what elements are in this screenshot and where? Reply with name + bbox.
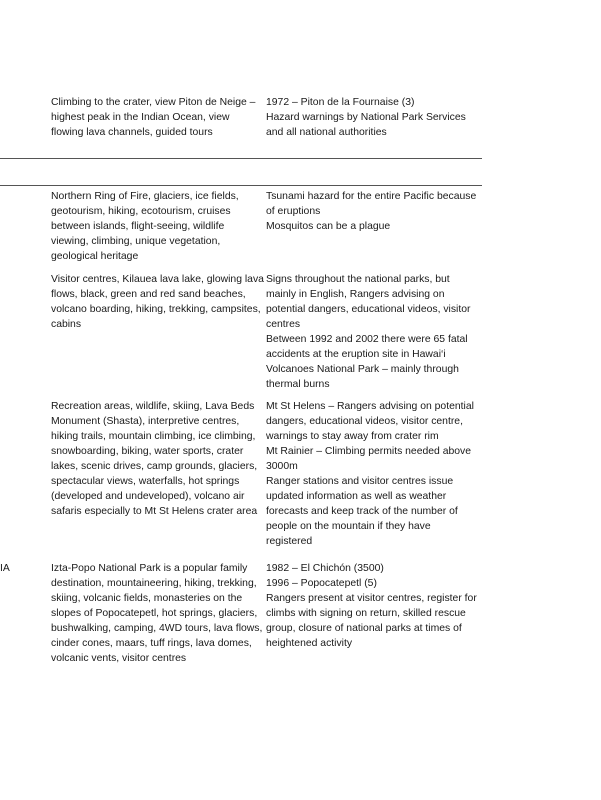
text-line: Northern Ring of Fire, glaciers, ice fields, — [51, 191, 239, 202]
activities-cell-row-4 — [51, 399, 264, 519]
text-line: snowboarding, biking, water sports, crater — [51, 446, 244, 457]
text-line: Volcanoes National Park – mainly through — [266, 364, 459, 375]
text-line: group, closure of national parks at times of — [266, 623, 462, 634]
text-line: heightened activity — [266, 638, 353, 649]
hazards-cell-row-3 — [266, 272, 482, 392]
text-line: spectacular views, waterfalls, hot springs — [51, 476, 240, 487]
text-line: and all national authorities — [266, 127, 387, 138]
activities-cell-row-3 — [51, 272, 264, 332]
text-line: geotourism, hiking, ecotourism, cruises — [51, 206, 231, 217]
hazards-cell-row-1 — [266, 95, 482, 140]
table-rule — [0, 185, 482, 186]
text-line: dangers, educational videos, visitor centre, — [266, 416, 463, 427]
text-line: 3000m — [266, 461, 298, 472]
text-line: viewing, climbing, unique vegetation, — [51, 236, 221, 247]
text-line: destination, mountaineering, hiking, trekking, — [51, 578, 257, 589]
text-line: 1972 – Piton de la Fournaise (3) — [266, 97, 415, 108]
text-line: people on the mountain if they have — [266, 521, 431, 532]
row-stub-label: IA — [0, 563, 10, 574]
text-line: centres — [266, 319, 301, 330]
text-line: Visitor centres, Kilauea lava lake, glowing lava — [51, 274, 264, 285]
text-line: Recreation areas, wildlife, skiing, Lava Beds — [51, 401, 255, 412]
text-line: forecasts and keep track of the number of — [266, 506, 458, 517]
text-line: updated information as well as weather — [266, 491, 447, 502]
text-line: mainly in English, Rangers advising on — [266, 289, 445, 300]
text-line: cabins — [51, 319, 82, 330]
text-line: flows, black, green and red sand beaches, — [51, 289, 246, 300]
text-line: bushwalking, camping, 4WD tours, lava flows, — [51, 623, 263, 634]
text-line: Between 1992 and 2002 there were 65 fatal — [266, 334, 468, 345]
text-line: highest peak in the Indian Ocean, view — [51, 112, 230, 123]
text-line: of eruptions — [266, 206, 321, 217]
hazards-cell-row-5 — [266, 561, 482, 651]
text-line: (developed and undeveloped), volcano air — [51, 491, 245, 502]
text-line: flowing lava channels, guided tours — [51, 127, 213, 138]
text-line: Ranger stations and visitor centres issue — [266, 476, 454, 487]
text-line: accidents at the eruption site in Hawai‘i — [266, 349, 446, 360]
text-line: thermal burns — [266, 379, 330, 390]
text-line: warnings to stay away from crater rim — [266, 431, 439, 442]
text-line: cinder cones, maars, tuff rings, lava domes, — [51, 638, 252, 649]
text-line: volcanic vents, visitor centres — [51, 653, 187, 664]
text-line: Climbing to the crater, view Piton de Neige – — [51, 97, 256, 108]
text-line: Hazard warnings by National Park Services — [266, 112, 466, 123]
text-line: between islands, flight-seeing, wildlife — [51, 221, 225, 232]
activities-cell-row-2 — [51, 189, 264, 264]
text-line: safaris especially to Mt St Helens crater area — [51, 506, 258, 517]
text-line: volcano boarding, hiking, trekking, campsites, — [51, 304, 261, 315]
text-line: Mt Rainier – Climbing permits needed above — [266, 446, 472, 457]
activities-cell-row-5 — [51, 561, 264, 666]
text-line: registered — [266, 536, 313, 547]
table-rule — [0, 158, 482, 159]
text-line: 1996 – Popocatepetl (5) — [266, 578, 377, 589]
text-line: Signs throughout the national parks, but — [266, 274, 450, 285]
text-line: Mosquitos can be a plague — [266, 221, 391, 232]
text-line: 1982 – El Chichón (3500) — [266, 563, 384, 574]
hazards-cell-row-2 — [266, 189, 482, 234]
text-line: Rangers present at visitor centres, register for — [266, 593, 477, 604]
text-line: lakes, scenic drives, camp grounds, glaciers, — [51, 461, 258, 472]
hazards-cell-row-4 — [266, 399, 482, 549]
text-line: climbs with signing on return, skilled rescue — [266, 608, 466, 619]
text-line: Monument (Shasta), interpretive centres, — [51, 416, 240, 427]
activities-cell-row-1 — [51, 95, 264, 140]
text-line: hiking trails, mountain climbing, ice climbing, — [51, 431, 256, 442]
text-line: Tsunami hazard for the entire Pacific because — [266, 191, 477, 202]
text-line: Mt St Helens – Rangers advising on potential — [266, 401, 474, 412]
text-line: Izta-Popo National Park is a popular family — [51, 563, 248, 574]
text-line: skiing, volcanic fields, monasteries on the — [51, 593, 243, 604]
text-line: geological heritage — [51, 251, 139, 262]
text-line: slopes of Popocatepetl, hot springs, glaciers, — [51, 608, 258, 619]
text-line: potential dangers, educational videos, visitor — [266, 304, 471, 315]
